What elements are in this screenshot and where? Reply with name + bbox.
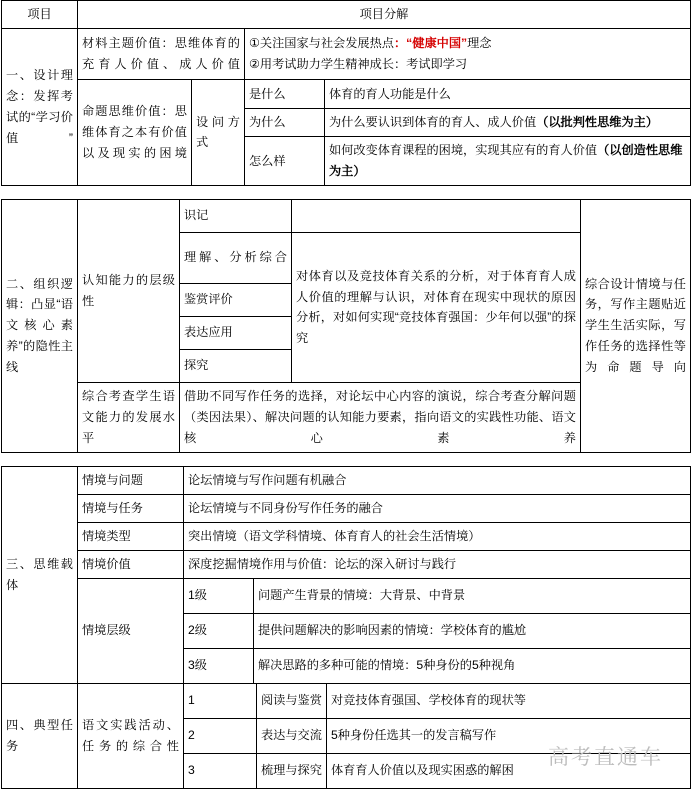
proposition-value-cell: 命题思维价值：思维体育之本有价值以及现实的困境 [78, 79, 192, 185]
table-row [2, 683, 691, 718]
level-description: 对体育以及竞技体育关系的分析，对于体育育人成人价值的理解与认识，对体育在现实中现状的原因分析，对如何实现“竞技体育强国：少年何以强”的探究 [292, 232, 581, 382]
tier-text-0: 问题产生背景的情境：大背景、中背景 [254, 578, 691, 613]
question-text-1-main: 为什么要认识到体育的育人、成人价值 [329, 115, 537, 130]
level-2: 鉴赏评价 [180, 283, 292, 316]
section-1-title: 一、设计理念：发挥考试的“学习价值” [2, 28, 78, 185]
comprehensive-description: 借助不同写作任务的选择，对论坛中心内容的演说，综合考查分解问题（类因法果）、解决问题的认知能力要素，指向语文的实践性功能、语文核心素养 [180, 382, 581, 452]
tier-text-2: 解决思路的多种可能的情境：5种身份的5种视角 [254, 648, 691, 683]
tier-level-2: 3级 [184, 648, 254, 683]
header-item: 项目 [2, 1, 78, 29]
situation-label-1: 情境与任务 [78, 494, 184, 522]
tier-label: 情境层级 [78, 578, 184, 683]
table-row [2, 550, 691, 578]
cognitive-ability-label: 认知能力的层级性 [78, 199, 180, 382]
situation-text-2: 突出情境（语文学科情境、体育育人的社会生活情境） [184, 522, 691, 550]
table-section-3 [1, 466, 691, 684]
design-point-1-highlight: ：“健康中国” [394, 36, 468, 50]
table-row [2, 522, 691, 550]
section-2-title: 二、组织逻辑：凸显“语文核心素养”的隐性主线 [2, 199, 78, 452]
table-row [2, 494, 691, 522]
task-text-2: 体育育人价值以及现实困惑的解困 [327, 753, 691, 788]
level-empty-cell [292, 199, 581, 232]
section-3-title: 三、思维载体 [2, 466, 78, 683]
task-no-1: 2 [184, 718, 257, 753]
question-text-2-main: 如何改变体育课程的困境，实现其应有的育人价值 [329, 143, 598, 158]
comprehensive-label: 综合考查学生语文能力的发展水平 [78, 382, 180, 452]
design-point-1 [249, 33, 686, 54]
tier-level-1: 2级 [184, 613, 254, 648]
design-point-2: ②用考试助力学生精神成长：考试即学习 [249, 56, 468, 71]
situation-text-1: 论坛情境与不同身份写作任务的融合 [184, 494, 691, 522]
situation-text-0: 论坛情境与写作问题有机融合 [184, 466, 691, 494]
table-section-4 [1, 683, 691, 789]
situation-label-2: 情境类型 [78, 522, 184, 550]
section-2-right-column: 综合设计情境与任务，写作主题贴近学生生活实际，写作任务的选择性等为命题导向 [581, 199, 691, 452]
situation-text-3: 深度挖掘情境作用与价值：论坛的深入研讨与践行 [184, 550, 691, 578]
question-text-1-bold: （以批判性思维为主） [536, 115, 659, 130]
level-1: 理解、分析综合 [180, 232, 292, 283]
design-point-1-suffix: 理念 [467, 36, 492, 50]
section-gap-2 [0, 453, 691, 466]
task-no-2: 3 [184, 753, 257, 788]
question-label-2: 怎么样 [245, 137, 325, 186]
level-4: 探究 [180, 349, 292, 382]
task-text-1: 5种身份任选其一的发言稿写作 [327, 718, 691, 753]
table-row [2, 79, 691, 108]
task-name-2: 梳理与探究 [257, 753, 327, 788]
situation-label-0: 情境与问题 [78, 466, 184, 494]
question-label-1: 为什么 [245, 109, 325, 137]
task-text-0: 对竞技体育强国、学校体育的现状等 [327, 683, 691, 718]
table-row [2, 578, 691, 613]
watermark: 高考直通车 [548, 746, 663, 769]
tier-level-0: 1级 [184, 578, 254, 613]
question-mode-label: 设问方式 [192, 79, 245, 185]
question-text-0: 体育的育人功能是什么 [325, 79, 691, 108]
tier-text-1: 提供问题解决的影响因素的情境：学校体育的尴尬 [254, 613, 691, 648]
level-3: 表达应用 [180, 316, 292, 349]
table-row [2, 199, 691, 232]
situation-label-3: 情境价值 [78, 550, 184, 578]
design-points-cell [245, 28, 691, 79]
header-breakdown: 项目分解 [78, 1, 691, 29]
section-4-title: 四、典型任务 [2, 683, 78, 788]
task-name-0: 阅读与鉴赏 [257, 683, 327, 718]
question-text-1 [325, 109, 691, 137]
table-section-2 [1, 199, 691, 453]
task-no-0: 1 [184, 683, 257, 718]
practice-label: 语文实践活动、任务的综合性 [78, 683, 184, 788]
question-text-2 [325, 137, 691, 186]
section-gap-1 [0, 186, 691, 199]
task-name-1: 表达与交流 [257, 718, 327, 753]
table-row [2, 466, 691, 494]
table-row [2, 28, 691, 79]
table-section-1 [1, 0, 691, 186]
design-point-1-prefix: ①关注国家与社会发展热点 [249, 36, 394, 50]
table-row-header [2, 1, 691, 29]
question-text-2-bold: （以创造性思维为主） [329, 143, 683, 178]
material-value-cell: 材料主题价值：思维体育的充育人价值、成人价值 [78, 28, 245, 79]
level-0: 识记 [180, 199, 292, 232]
question-label-0: 是什么 [245, 79, 325, 108]
